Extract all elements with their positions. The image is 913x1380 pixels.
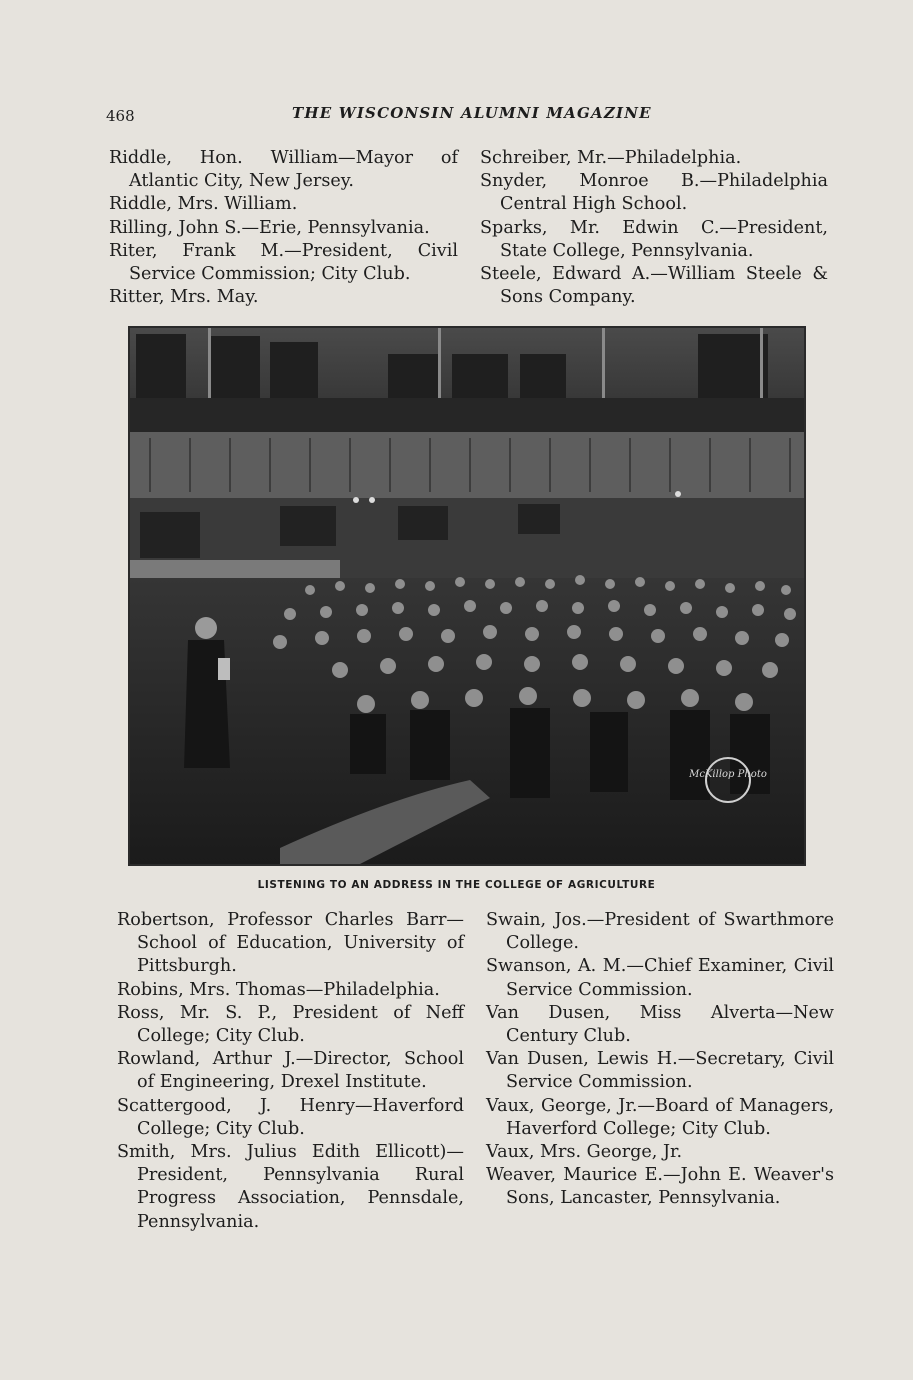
list-entry: Van Dusen, Miss Alverta—New Century Club. (486, 1002, 834, 1047)
bottom-left-column (117, 909, 464, 1234)
top-left-column (109, 147, 458, 309)
list-entry: Sparks, Mr. Edwin C.—President, State College, Pennsylvania. (480, 217, 828, 261)
svg-text:McKillop Photo: McKillop Photo (689, 769, 767, 780)
list-entry: Vaux, George, Jr.—Board of Managers, Haverford College; City Club. (486, 1095, 834, 1139)
list-entry: Scattergood, J. Henry—Haverford College; City Club. (117, 1095, 464, 1139)
list-entry: Smith, Mrs. Julius Edith Ellicott)—President, Pennsylvania Rural Progress Association, Pennsdale, Pennsylvania. (117, 1142, 464, 1232)
balcony-rail (130, 432, 804, 498)
list-entry: Ritter, Mrs. May. (109, 287, 259, 308)
list-entry: Steele, Edward A.—William Steele & Sons Company. (480, 264, 828, 308)
page-number: 468 (106, 107, 135, 125)
list-entry: Weaver, Maurice E.—John E. Weaver's Sons, Lancaster, Pennsylvania. (486, 1165, 834, 1209)
top-right-column (480, 147, 828, 309)
list-entry: Van Dusen, Lewis H.—Secretary, Civil Service Commission. (486, 1049, 834, 1093)
list-entry: Riter, Frank M.—President, Civil Service Commission; City Club. (109, 240, 458, 285)
list-entry: Schreiber, Mr.—Philadelphia. (480, 148, 742, 168)
list-entry: Swanson, A. M.—Chief Examiner, Civil Service Commission. (486, 956, 834, 1000)
list-entry: Riddle, Hon. William—Mayor of Atlantic City, New Jersey. (109, 148, 458, 192)
bottom-right-column (486, 909, 834, 1211)
list-entry: Robertson, Professor Charles Barr—School of Education, University of Pittsburgh. (117, 910, 464, 977)
photo-illustration (130, 328, 804, 864)
auditorium-photograph (128, 326, 806, 866)
list-entry: Rowland, Arthur J.—Director, School of Engineering, Drexel Institute. (117, 1049, 464, 1093)
photo-caption: LISTENING TO AN ADDRESS IN THE COLLEGE OF AGRICULTURE (257, 879, 656, 891)
list-entry: Riddle, Mrs. William. (109, 194, 298, 215)
running-title: THE WISCONSIN ALUMNI MAGAZINE (292, 104, 652, 122)
list-entry: Vaux, Mrs. George, Jr. (486, 1142, 683, 1163)
list-entry: Rilling, John S.—Erie, Pennsylvania. (109, 217, 430, 238)
list-entry: Ross, Mr. S. P., President of Neff College; City Club. (117, 1002, 464, 1047)
list-entry: Swain, Jos.—President of Swarthmore College. (486, 910, 834, 954)
list-entry: Robins, Mrs. Thomas—Philadelphia. (117, 979, 440, 1000)
balcony-seats (130, 398, 804, 436)
list-entry: Snyder, Monroe B.—Philadelphia Central High School. (480, 171, 828, 215)
